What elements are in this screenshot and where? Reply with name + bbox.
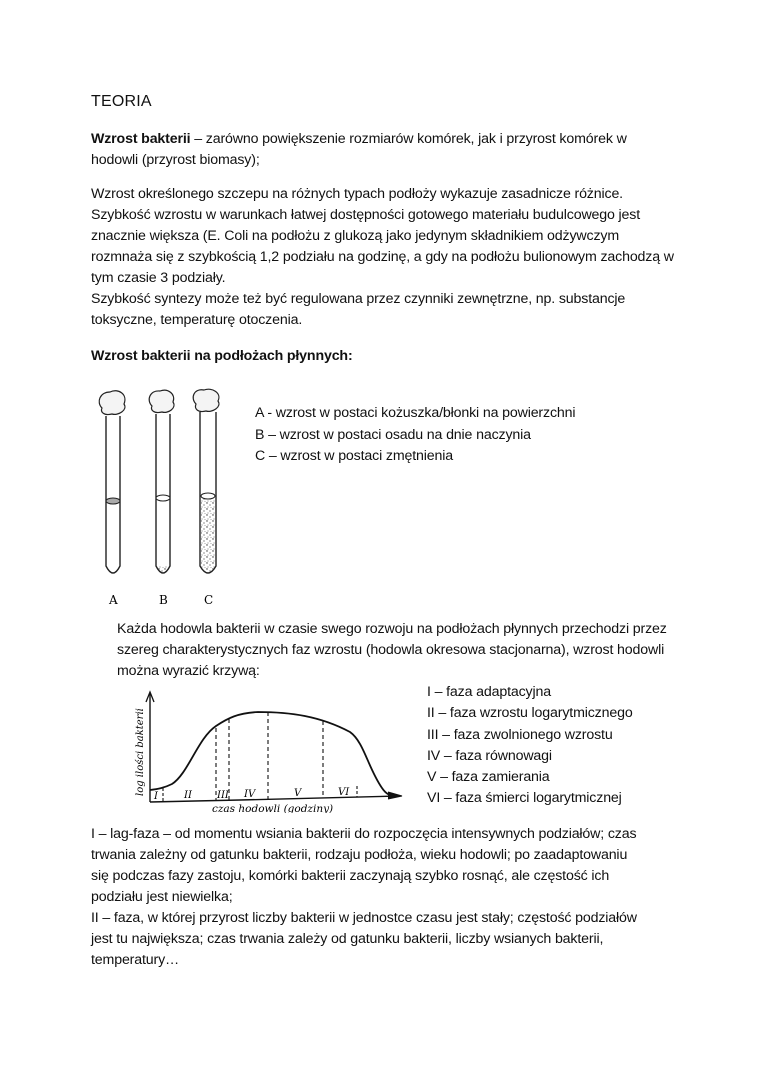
phase-legend-item: III – faza zwolnionego wzrostu [427, 726, 613, 743]
growth-curve-line [150, 712, 396, 796]
liquid-surface-b [156, 495, 170, 501]
test-tube-c [193, 389, 219, 573]
phase-legend-item: IV – faza równowagi [427, 747, 552, 764]
phase-label-ii: II [184, 790, 192, 801]
section-heading-text: Wzrost bakterii na podłożach płynnych: [91, 348, 353, 364]
text-line: tym czasie 3 podziały. [91, 270, 226, 286]
cotton-plug-c [193, 389, 219, 411]
text-line: znacznie większa (E. Coli na podłożu z glukozą jako jedynym składnikiem odżywczym [91, 228, 619, 244]
text-line: Szybkość wzrostu w warunkach łatwej dostępności gotowego materiału budulcowego jest [91, 207, 641, 223]
legend-item-b: B – wzrost w postaci osadu na dnie naczynia [255, 426, 531, 443]
tube-label-a: A [109, 593, 118, 607]
tubes-legend [255, 403, 575, 468]
text-line: temperatury… [91, 952, 180, 968]
text-line: się podczas fazy zastoju, komórki bakterii zaczynają szybko rosnąć, ale częstość ich [91, 868, 610, 884]
growth-paragraph [91, 184, 674, 331]
tube-body-a [106, 416, 120, 573]
phases-description [91, 824, 637, 971]
x-axis-right [240, 796, 400, 800]
phase-label-vi: VI [338, 787, 350, 798]
text-line: Wzrost określonego szczepu na różnych typach podłoży wykazuje zasadnicze różnice. [91, 186, 623, 202]
curve-intro-paragraph [117, 619, 667, 682]
intro-term: Wzrost bakterii [91, 131, 191, 147]
text-line: szereg charakterystycznych faz wzrostu (hodowla okresowa stacjonarna), wzrost hodowli [117, 642, 665, 658]
test-tubes-figure [92, 388, 242, 610]
phase-legend-item: VI – faza śmierci logarytmicznej [427, 790, 622, 807]
surface-film-icon [106, 498, 120, 504]
intro-line2: hodowli (przyrost biomasy); [91, 152, 260, 168]
cotton-plug-b [149, 390, 174, 412]
growth-curve-figure [120, 688, 410, 813]
legend-item-c: C – wzrost w postaci zmętnienia [255, 448, 453, 464]
cotton-plug-a [99, 391, 125, 415]
phase-label-v: V [294, 788, 302, 799]
phase-label-i: I [154, 791, 158, 802]
phases-legend [427, 682, 633, 810]
tube-label-c: C [204, 593, 214, 607]
liquid-surface-c [201, 493, 215, 499]
y-axis-label: log ilości bakterii [135, 708, 146, 796]
text-line: można wyrazić krzywą: [117, 663, 260, 679]
text-line: Szybkość syntezy może też być regulowana przez czynniki zewnętrzne, np. substancje [91, 291, 626, 307]
text-line: I – lag-faza – od momentu wsiania bakterii do rozpoczęcia intensywnych podziałów; czas [91, 826, 637, 842]
text-line: toksyczne, temperaturę otoczenia. [91, 312, 303, 328]
test-tube-b [149, 390, 174, 573]
legend-item-a: A - wzrost w postaci kożuszka/błonki na powierzchni [255, 405, 576, 421]
test-tube-a [99, 391, 125, 573]
phase-legend-item: II – faza wzrostu logarytmicznego [427, 705, 633, 722]
tube-label-b: B [159, 593, 168, 607]
phase-legend-item: I – faza adaptacyjna [427, 684, 551, 700]
phase-label-iii: III [217, 790, 229, 801]
intro-line1: – zarówno powiększenie rozmiarów komórek, jak i przyrost komórek w [190, 131, 627, 147]
text-line: jest tu największa; czas trwania zależy od gatunku bakterii, liczby wsianych bakterii, [91, 931, 604, 947]
phase-legend-item: V – faza zamierania [427, 769, 550, 786]
text-line: rozmnaża się z szybkością 1,2 podziału na godzinę, a gdy na podłożu bulionowym zachodzą w [91, 249, 674, 265]
page-title: TEORIA [91, 93, 152, 110]
text-line: trwania zależny od gatunku bakterii, rodzaju podłoża, wieku hodowli; po zaadaptowaniu [91, 847, 628, 863]
text-line: podziału jest niewielka; [91, 889, 233, 905]
text-line: II – faza, w której przyrost liczby bakterii w jednostce czasu jest stały; częstość podziałów [91, 910, 637, 926]
turbidity-icon [201, 496, 215, 572]
text-line: Każda hodowla bakterii w czasie swego rozwoju na podłożach płynnych przechodzi przez [117, 621, 667, 637]
intro-paragraph [91, 129, 627, 171]
tube-body-b [156, 414, 170, 573]
phase-label-iv: IV [244, 789, 256, 800]
x-axis-label: czas hodowli (godziny) [212, 803, 334, 813]
section-heading [91, 346, 353, 367]
